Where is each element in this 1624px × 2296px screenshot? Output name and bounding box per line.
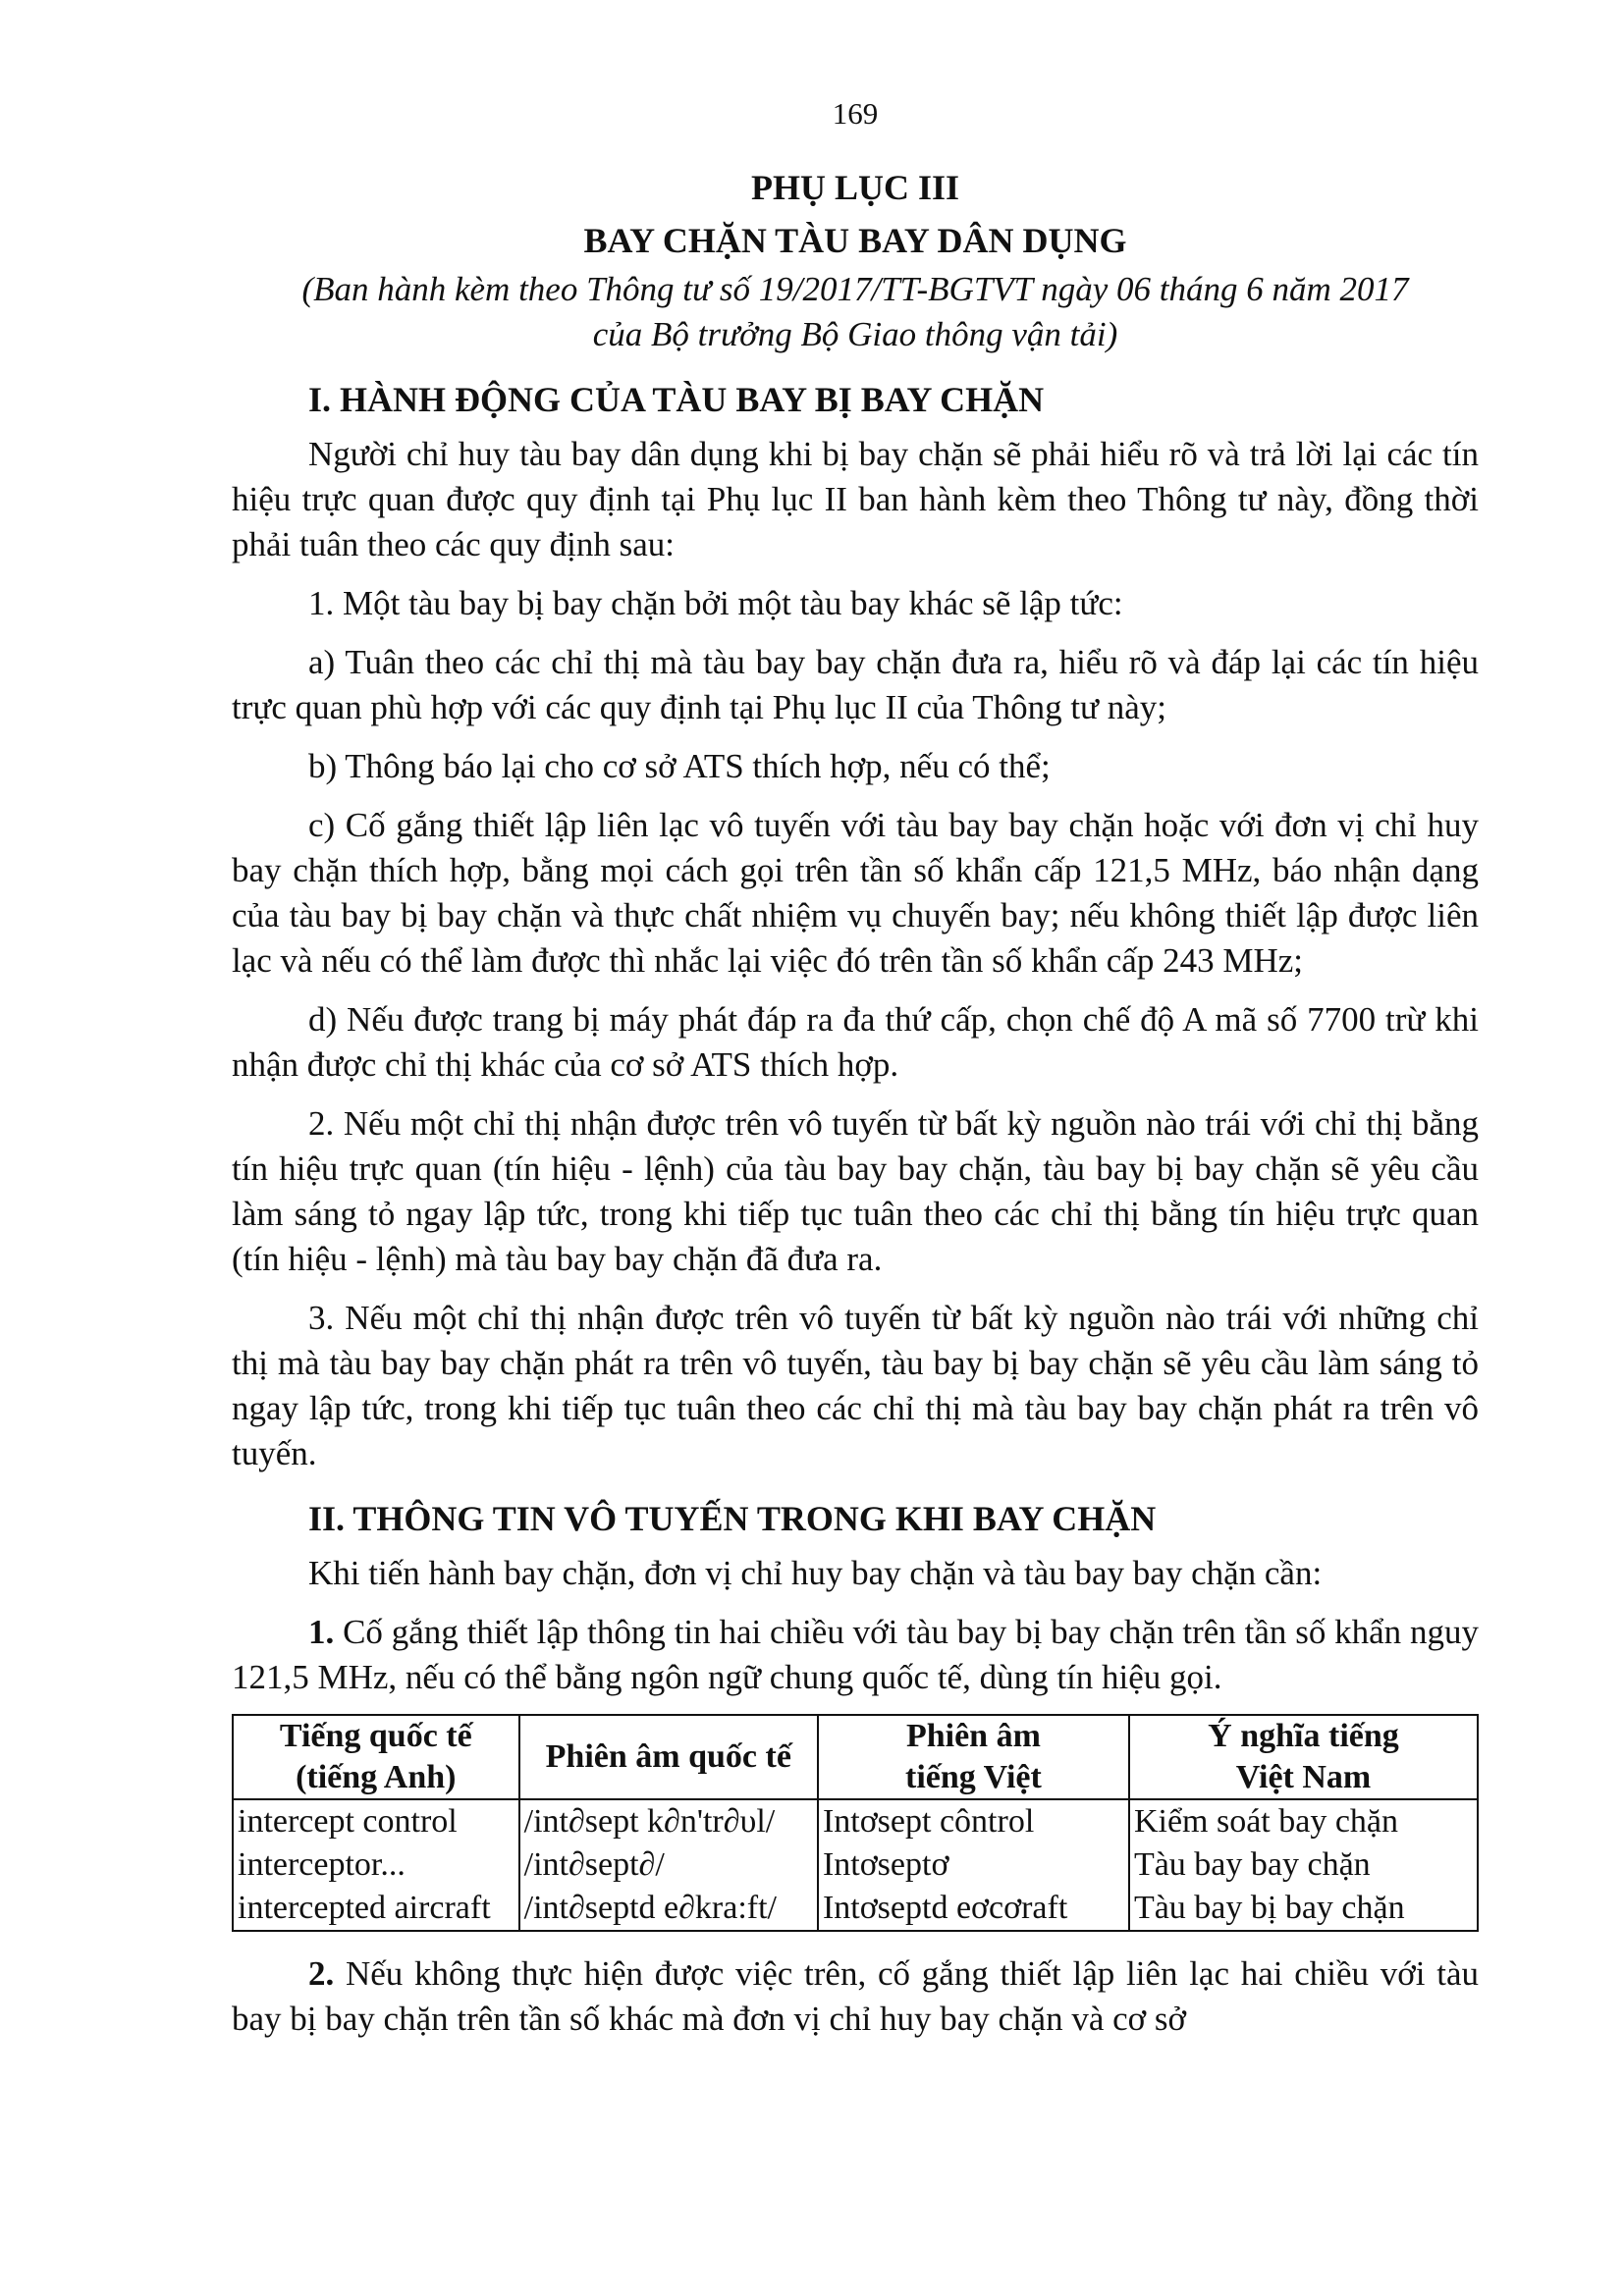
section-1-heading: I. HÀNH ĐỘNG CỦA TÀU BAY BỊ BAY CHẶN	[308, 380, 1045, 419]
header-vi-meaning-line-2: Việt Nam	[1235, 1759, 1372, 1795]
section-2-item-2	[232, 1951, 1479, 2042]
cell-vi-meaning: Tàu bay bị bay chặn	[1129, 1887, 1478, 1931]
header-english-line-1: Tiếng quốc tế	[279, 1718, 472, 1754]
header-vi-phonetic-line-2: tiếng Việt	[905, 1759, 1042, 1795]
cell-vi-phonetic: Intơsept côntrol	[818, 1799, 1129, 1843]
table-row	[233, 1799, 1478, 1843]
cell-vi-meaning: Kiểm soát bay chặn	[1129, 1799, 1478, 1843]
page-number: 169	[832, 96, 879, 131]
section-2-item-2-number: 2.	[308, 1954, 335, 1993]
section-1-item-1b: b) Thông báo lại cho cơ sở ATS thích hợp, nếu có thể;	[308, 747, 1051, 785]
header-english	[233, 1715, 519, 1799]
cell-vi-phonetic: Intơseptd eơcơraft	[818, 1887, 1129, 1931]
header-vi-phonetic	[818, 1715, 1129, 1799]
appendix-subject: BAY CHẶN TÀU BAY DÂN DỤNG	[583, 221, 1127, 260]
cell-vi-phonetic: Intơseptơ	[818, 1843, 1129, 1887]
section-2-item-2-text: Nếu không thực hiện được việc trên, cố gắng thiết lập liên lạc hai chiều với tàu bay bị bay chặn trên tần số khác mà đơn vị chỉ huy bay chặn và cơ sở	[232, 1954, 1479, 2038]
section-2-item-1	[232, 1610, 1479, 1700]
header-vi-meaning-line-1: Ý nghĩa tiếng	[1208, 1718, 1399, 1754]
header-english-line-2: (tiếng Anh)	[296, 1759, 457, 1795]
section-1-item-1d: d) Nếu được trang bị máy phát đáp ra đa thứ cấp, chọn chế độ A mã số 7700 trừ khi nhận được chỉ thị khác của cơ sở ATS thích hợp.	[232, 1000, 1479, 1084]
table-row	[233, 1843, 1478, 1887]
page-content	[232, 94, 1479, 2056]
section-1-item-3: 3. Nếu một chỉ thị nhận được trên vô tuyến từ bất kỳ nguồn nào trái với những chỉ thị mà tàu bay bay chặn phát ra trên vô tuyến, tàu bay bị bay chặn sẽ yêu cầu làm sáng tỏ ngay lập tức, trong khi tiếp tục tuân theo các chỉ thị mà tàu bay bay chặn phát ra trên vô tuyến.	[232, 1299, 1479, 1472]
header-vi-phonetic-line-1: Phiên âm	[905, 1718, 1041, 1754]
cell-english: intercepted aircraft	[233, 1887, 519, 1931]
section-2-item-1-number: 1.	[308, 1613, 335, 1651]
section-1-item-1a: a) Tuân theo các chỉ thị mà tàu bay bay chặn đưa ra, hiểu rõ và đáp lại các tín hiệu trực quan phù hợp với các quy định tại Phụ lục II của Thông tư này;	[232, 643, 1479, 726]
cell-vi-meaning: Tàu bay bay chặn	[1129, 1843, 1478, 1887]
cell-ipa: /int∂septd e∂kra:ft/	[519, 1887, 818, 1931]
appendix-title: PHỤ LỤC III	[750, 168, 960, 207]
section-1-item-2: 2. Nếu một chỉ thị nhận được trên vô tuyến từ bất kỳ nguồn nào trái với chỉ thị bằng tín hiệu trực quan (tín hiệu - lệnh) của tàu bay bay chặn, tàu bay bị bay chặn sẽ yêu cầu làm sáng tỏ ngay lập tức, trong khi tiếp tục tuân theo các chỉ thị bằng tín hiệu trực quan (tín hiệu - lệnh) mà tàu bay bay chặn đã đưa ra.	[232, 1104, 1479, 1278]
section-2-item-1-text: Cố gắng thiết lập thông tin hai chiều với tàu bay bị bay chặn trên tần số khẩn nguy 121,5 MHz, nếu có thể bằng ngôn ngữ chung quốc tế, dùng tín hiệu gọi.	[232, 1613, 1479, 1696]
table-header-row	[233, 1715, 1478, 1799]
header-vi-meaning	[1129, 1715, 1478, 1799]
cell-ipa: /int∂sept k∂n'tr∂υl/	[519, 1799, 818, 1843]
cell-english: intercept control	[233, 1799, 519, 1843]
header-ipa: Phiên âm quốc tế	[519, 1715, 818, 1799]
section-1-item-1c: c) Cố gắng thiết lập liên lạc vô tuyến với tàu bay bay chặn hoặc với đơn vị chỉ huy bay chặn thích hợp, bằng mọi cách gọi trên tần số khẩn cấp 121,5 MHz, báo nhận dạng của tàu bay bị bay chặn và thực chất nhiệm vụ chuyến bay; nếu không thiết lập được liên lạc và nếu có thể làm được thì nhắc lại việc đó trên tần số khẩn cấp 243 MHz;	[232, 806, 1479, 980]
issuance-note-line-1: (Ban hành kèm theo Thông tư số 19/2017/TT-BGTVT ngày 06 tháng 6 năm 2017	[301, 270, 1409, 308]
cell-english: interceptor...	[233, 1843, 519, 1887]
table-row	[233, 1887, 1478, 1931]
phraseology-table	[232, 1714, 1479, 1932]
section-2-heading: II. THÔNG TIN VÔ TUYẾN TRONG KHI BAY CHẶN	[308, 1499, 1157, 1538]
issuance-note-line-2: của Bộ trưởng Bộ Giao thông vận tải)	[592, 315, 1118, 353]
cell-ipa: /int∂sept∂/	[519, 1843, 818, 1887]
section-2-intro: Khi tiến hành bay chặn, đơn vị chỉ huy bay chặn và tàu bay bay chặn cần:	[308, 1554, 1323, 1592]
section-1-intro: Người chỉ huy tàu bay dân dụng khi bị bay chặn sẽ phải hiểu rõ và trả lời lại các tín hiệu trực quan được quy định tại Phụ lục II ban hành kèm theo Thông tư này, đồng thời phải tuân theo các quy định sau:	[232, 435, 1479, 563]
section-1-item-1: 1. Một tàu bay bị bay chặn bởi một tàu bay khác sẽ lập tức:	[308, 584, 1123, 622]
